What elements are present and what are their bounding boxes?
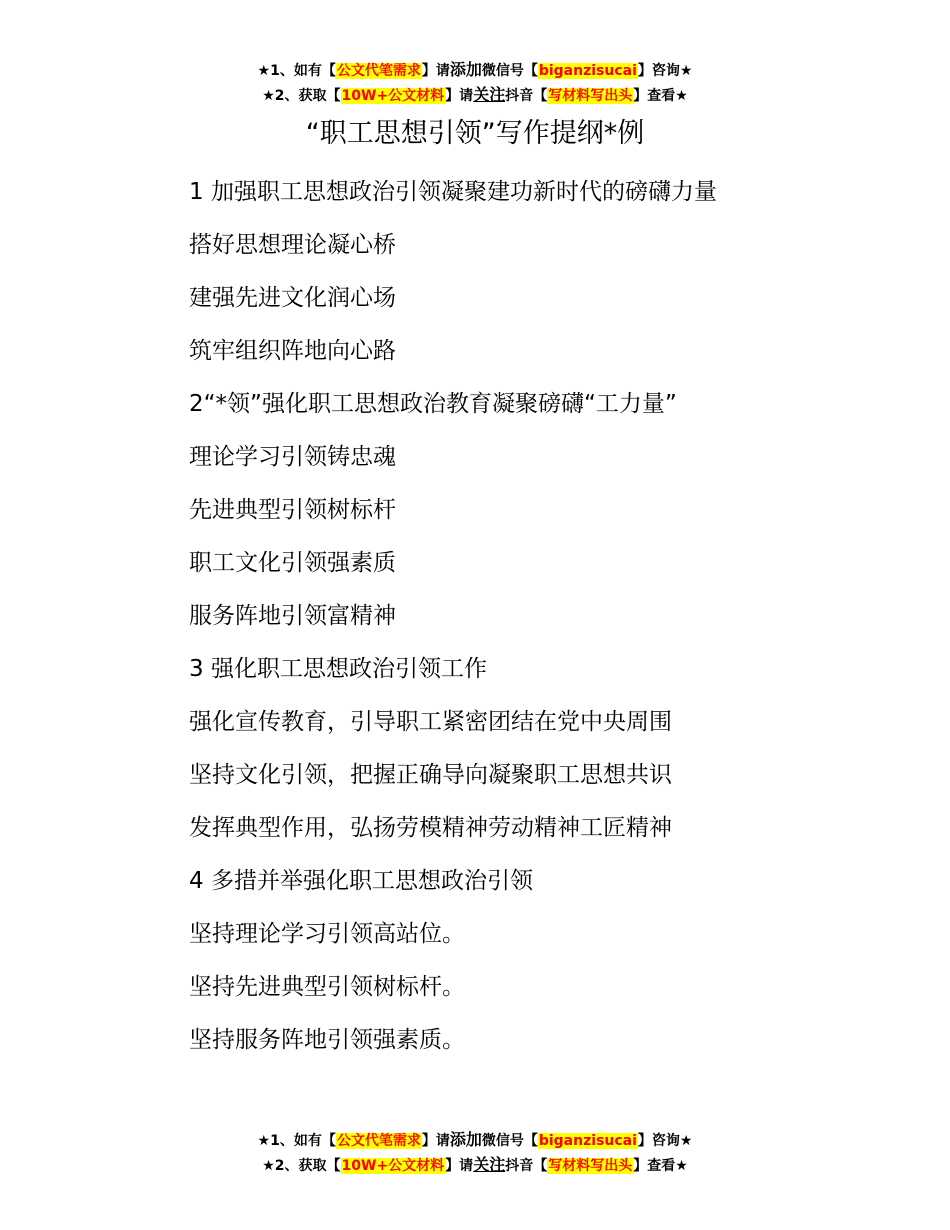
highlight-service: 公文代笔需求 — [336, 1133, 421, 1149]
banner-text: 微信号【 — [481, 1133, 538, 1149]
banner-emphasis: 关注 — [473, 85, 506, 104]
banner-text: 】请 — [445, 88, 474, 104]
banner-text: 微信号【 — [481, 63, 538, 79]
outline-item: 强化宣传教育，引导职工紧密团结在党中央周围 — [189, 709, 672, 735]
outline-body — [189, 166, 929, 1067]
highlight-materials: 10W+公文材料 — [341, 1158, 445, 1174]
outline-item: 发挥典型作用，弘扬劳模精神劳动精神工匠精神 — [189, 815, 672, 841]
outline-item: 坚持理论学习引领高站位。 — [189, 921, 465, 947]
banner-text: 】请 — [445, 1158, 474, 1174]
outline-heading: 2“*领”强化职工思想政治教育凝聚磅礴“工力量” — [189, 391, 677, 417]
outline-heading: 1 加强职工思想政治引领凝聚建功新时代的磅礴力量 — [189, 179, 717, 205]
banner-emphasis: 添加 — [449, 60, 482, 79]
highlight-douyin-account: 写材料写出头 — [548, 88, 633, 104]
highlight-wechat-id: biganzisucai — [538, 1133, 637, 1149]
banner-line-2 — [0, 1153, 950, 1178]
outline-item: 理论学习引领铸忠魂 — [189, 444, 396, 470]
banner-emphasis: 关注 — [473, 1155, 506, 1174]
banner-text: 】请 — [421, 1133, 450, 1149]
banner-line-2 — [0, 83, 950, 108]
banner-text: 】咨询★ — [637, 63, 693, 79]
outline-heading: 3 强化职工思想政治引领工作 — [189, 656, 487, 682]
footer-banner — [0, 1128, 950, 1178]
banner-text: 抖音【 — [505, 88, 548, 104]
banner-text: ★2、获取【 — [262, 1158, 341, 1174]
highlight-materials: 10W+公文材料 — [341, 88, 445, 104]
banner-text: 】咨询★ — [637, 1133, 693, 1149]
banner-text: 】查看★ — [633, 1158, 688, 1174]
banner-line-1 — [0, 1128, 950, 1153]
banner-text: 】查看★ — [633, 88, 688, 104]
banner-text: 抖音【 — [505, 1158, 548, 1174]
outline-item: 服务阵地引领富精神 — [189, 603, 396, 629]
banner-emphasis: 添加 — [449, 1130, 482, 1149]
banner-text: ★2、获取【 — [262, 88, 341, 104]
highlight-wechat-id: biganzisucai — [538, 63, 637, 79]
outline-item: 坚持先进典型引领树标杆。 — [189, 974, 465, 1000]
header-banner — [0, 58, 950, 108]
outline-item: 职工文化引领强素质 — [189, 550, 396, 576]
outline-item: 坚持文化引领，把握正确导向凝聚职工思想共识 — [189, 762, 672, 788]
banner-text: ★1、如有【 — [257, 1133, 336, 1149]
outline-heading: 4 多措并举强化职工思想政治引领 — [189, 868, 533, 894]
banner-text: ★1、如有【 — [257, 63, 336, 79]
banner-text: 】请 — [421, 63, 450, 79]
outline-item: 坚持服务阵地引领强素质。 — [189, 1027, 465, 1053]
outline-item: 筑牢组织阵地向心路 — [189, 338, 396, 364]
document-title: “职工思想引领”写作提纲*例 — [305, 118, 645, 149]
outline-item: 先进典型引领树标杆 — [189, 497, 396, 523]
banner-line-1 — [0, 58, 950, 83]
outline-item: 搭好思想理论凝心桥 — [189, 232, 396, 258]
highlight-douyin-account: 写材料写出头 — [548, 1158, 633, 1174]
outline-item: 建强先进文化润心场 — [189, 285, 396, 311]
highlight-service: 公文代笔需求 — [336, 63, 421, 79]
